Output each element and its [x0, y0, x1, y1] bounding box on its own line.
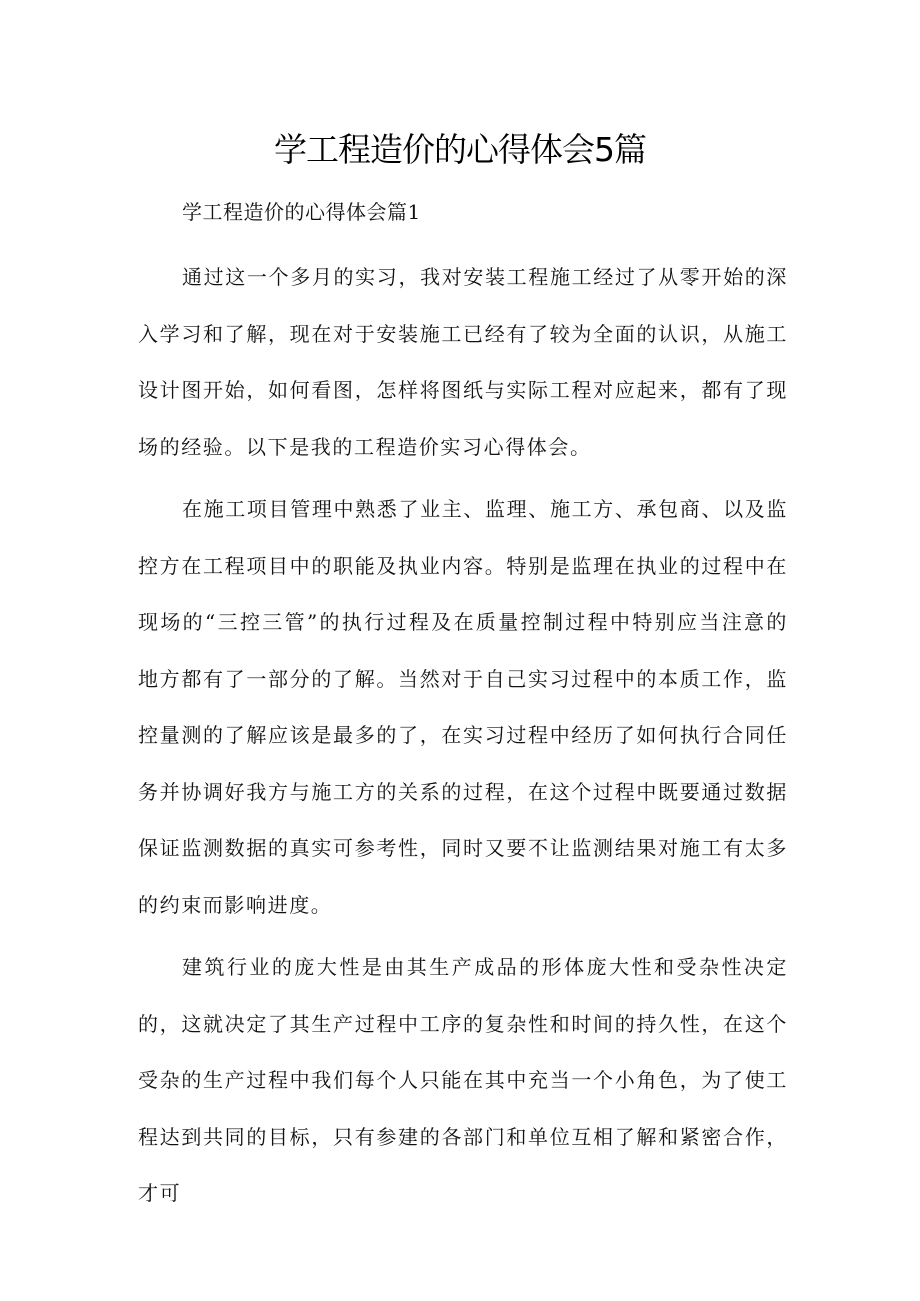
document-title: 学工程造价的心得体会5篇 [274, 130, 646, 169]
section-heading: 学工程造价的心得体会篇1 [182, 200, 421, 224]
paragraph-1: 通过这一个多月的实习，我对安装工程施工经过了从零开始的深入学习和了解，现在对于安装施工已经有了较为全面的认识，从施工设计图开始，如何看图，怎样将图纸与实际工程对应起来，都有了现场的经验。以下是我的工程造价实习心得体会。 [138, 265, 788, 459]
paragraph-3: 建筑行业的庞大性是由其生产成品的形体庞大性和受杂性决定的，这就决定了其生产过程中工序的复杂性和时间的持久性，在这个受杂的生产过程中我们每个人只能在其中充当一个小角色，为了使工程达到共同的目标，只有参建的各部门和单位互相了解和紧密合作，才可 [138, 955, 788, 1205]
paragraph-2: 在施工项目管理中熟悉了业主、监理、施工方、承包商、以及监控方在工程项目中的职能及执业内容。特别是监理在执业的过程中在现场的“三控三管”的执行过程及在质量控制过程中特别应当注意的地方都有了一部分的了解。当然对于自己实习过程中的本质工作，监控量测的了解应该是最多的了，在实习过程中经历了如何执行合同任务并协调好我方与施工方的关系的过程，在这个过程中既要通过数据保证监测数据的真实可参考性，同时又要不让监测结果对施工有太多的约束而影响进度。 [138, 497, 788, 917]
